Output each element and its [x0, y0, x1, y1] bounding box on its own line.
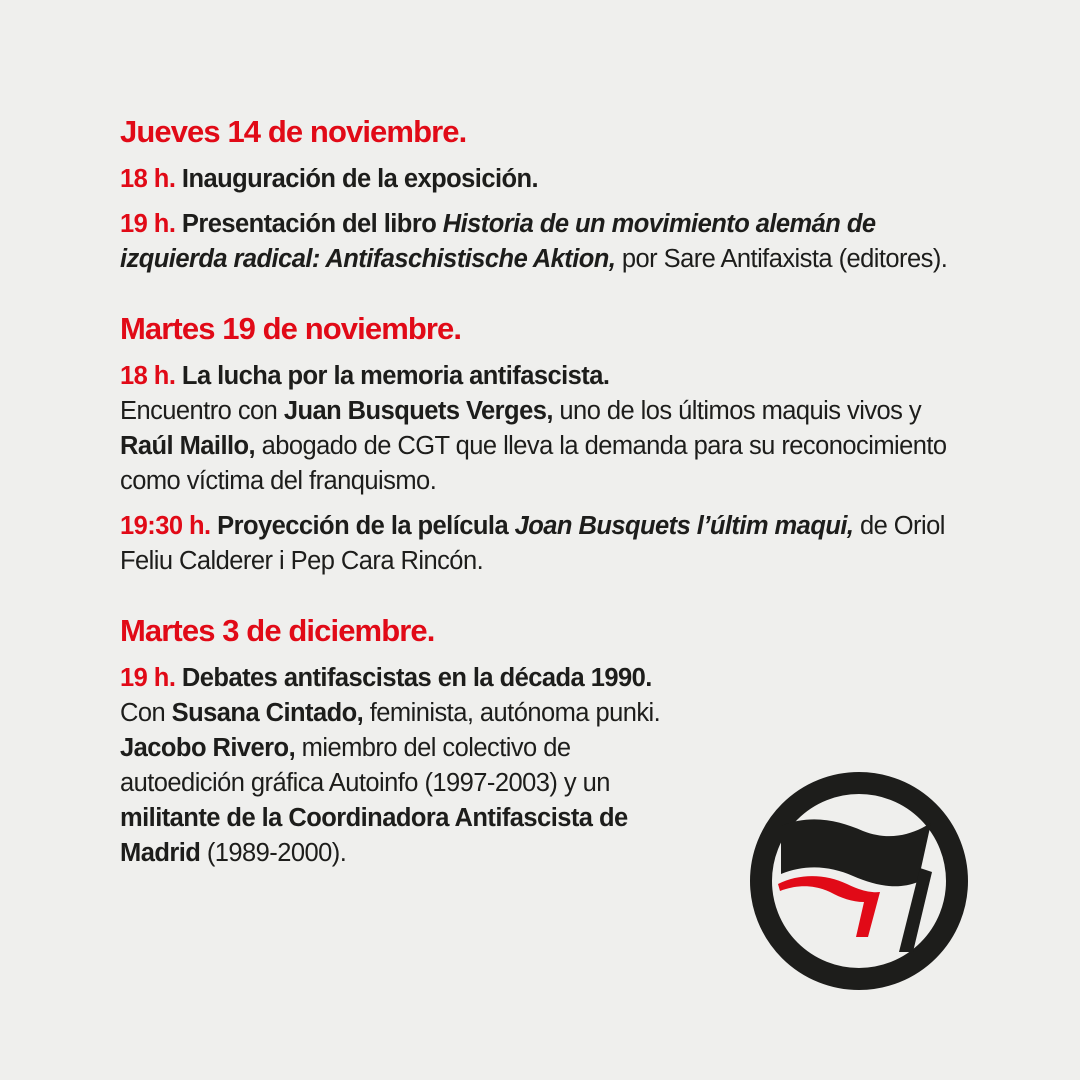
book-title: Historia de un movimiento alemán de izquierda radical: Antifaschistische Aktion, [120, 210, 876, 273]
event-detail: feminista, autónoma punki. [363, 699, 661, 727]
event-entry [120, 509, 950, 579]
event-entry [120, 162, 950, 197]
event-program [120, 112, 950, 881]
event-detail: de Oriol Feliu Calderer i Pep Cara Rincón. [120, 512, 945, 575]
event-detail: uno de los últimos maquis vivos y [552, 397, 922, 425]
event-time: 18 h. [120, 362, 176, 390]
event-title: La lucha por la memoria antifascista. [181, 362, 610, 390]
film-title: Joan Busquets l’últim maqui, [514, 512, 854, 540]
guest-name: Raúl Maillo, [120, 432, 256, 460]
day-heading: Martes 19 de noviembre. [120, 311, 462, 346]
event-detail: por Sare Antifaxista (editores). [615, 245, 948, 273]
event-detail: (1989-2000). [200, 839, 347, 867]
event-detail: miembro del colectivo de autoedición gráfica Autoinfo (1997-2003) y un [120, 734, 610, 797]
event-title: Presentación del libro [181, 210, 443, 238]
event-entry [120, 207, 950, 277]
event-time: 19:30 h. [120, 512, 211, 540]
guest-name: Juan Busquets Verges, [283, 397, 553, 425]
day-heading: Jueves 14 de noviembre. [120, 114, 467, 149]
day-heading: Martes 3 de diciembre. [120, 613, 435, 648]
guest-name: Jacobo Rivero, [120, 734, 296, 762]
event-time: 19 h. [120, 664, 176, 692]
event-title: Debates antifascistas en la década 1990. [181, 664, 652, 692]
event-entry [120, 661, 680, 871]
event-entry [120, 359, 950, 499]
event-time: 19 h. [120, 210, 176, 238]
antifa-flag-icon [748, 770, 970, 992]
event-time: 18 h. [120, 165, 176, 193]
event-detail: abogado de CGT que lleva la demanda para su reconocimiento como víctima del franquismo. [120, 432, 947, 495]
event-title: Proyección de la película [217, 512, 515, 540]
event-detail: Con [120, 699, 172, 727]
guest-name: Susana Cintado, [171, 699, 364, 727]
guest-name: militante de la Coordinadora Antifascista de Madrid [120, 804, 628, 867]
event-detail: Encuentro con [120, 397, 284, 425]
event-title: Inauguración de la exposición. [181, 165, 539, 193]
